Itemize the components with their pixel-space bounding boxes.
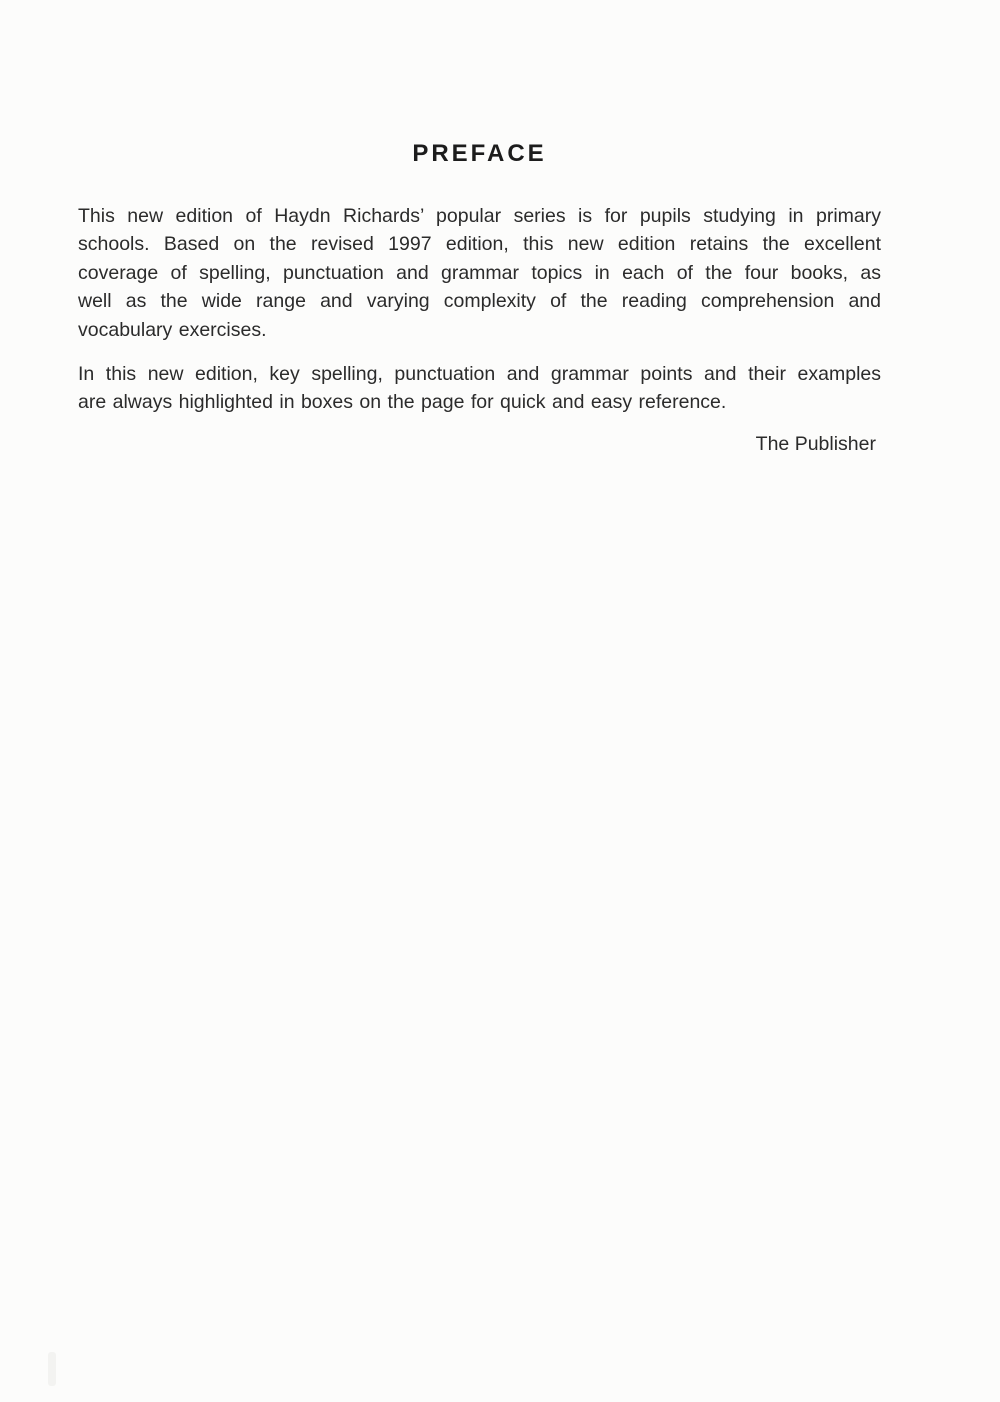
scan-smudge — [48, 1352, 56, 1386]
page-title: PREFACE — [412, 140, 547, 167]
text-line: In this new edition, key spelling, punctuation and grammar points and their examples — [78, 363, 881, 385]
text-line: coverage of spelling, punctuation and grammar topics in each of the four books, as — [78, 261, 881, 284]
paragraph-1 — [78, 202, 881, 344]
signature-line: The Publisher — [755, 433, 876, 455]
text-line: well as the wide range and varying complexity of the reading comprehension and — [78, 290, 881, 313]
text-line: This new edition of Haydn Richards’ popular series is for pupils studying in primary — [78, 205, 881, 227]
text-line: are always highlighted in boxes on the page for quick and easy reference. — [78, 391, 727, 414]
text-line: vocabulary exercises. — [78, 318, 267, 341]
text-line: schools. Based on the revised 1997 edition, this new edition retains the excellent — [78, 233, 881, 256]
paragraph-2 — [78, 360, 881, 417]
